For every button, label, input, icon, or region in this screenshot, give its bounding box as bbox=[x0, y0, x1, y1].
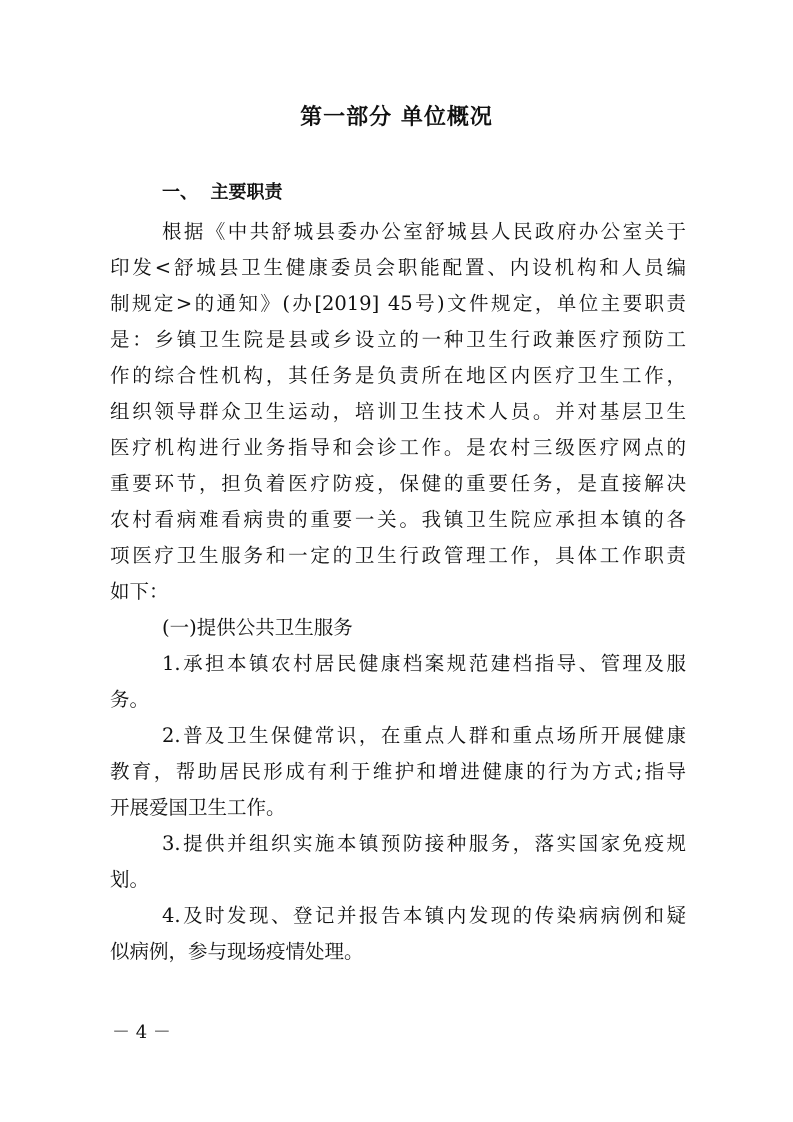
page-title: 第一部分 单位概况 bbox=[300, 105, 493, 130]
section-heading: 一、 主要职责 bbox=[162, 182, 283, 203]
text-line: 医疗机构进行业务指导和会诊工作。是农村三级医疗网点的 bbox=[110, 436, 686, 459]
text-line: 制规定>的通知》(办[2019] 45号)文件规定，单位主要职责 bbox=[110, 292, 686, 315]
text-line: 3.提供并组织实施本镇预防接种服务，落实国家免疫规 bbox=[162, 832, 686, 855]
text-line: 组织领导群众卫生运动，培训卫生技术人员。并对基层卫生 bbox=[110, 400, 686, 423]
text-line: 2.普及卫生保健常识，在重点人群和重点场所开展健康 bbox=[162, 724, 686, 747]
text-line: 作的综合性机构，其任务是负责所在地区内医疗卫生工作， bbox=[110, 364, 686, 387]
text-line: 教育，帮助居民形成有利于维护和增进健康的行为方式;指导 bbox=[110, 760, 686, 783]
text-line: 是：乡镇卫生院是县或乡设立的一种卫生行政兼医疗预防工 bbox=[110, 328, 686, 351]
text-line: 似病例，参与现场疫情处理。 bbox=[110, 940, 364, 963]
text-line: 开展爱国卫生工作。 bbox=[110, 796, 286, 819]
document-body bbox=[110, 214, 686, 970]
text-line: 如下： bbox=[110, 580, 169, 603]
text-line: 项医疗卫生服务和一定的卫生行政管理工作，具体工作职责 bbox=[110, 544, 686, 567]
text-line: 印发<舒城县卫生健康委员会职能配置、内设机构和人员编 bbox=[110, 256, 686, 279]
page-number: － 4 － bbox=[112, 1022, 171, 1043]
text-line: 务。 bbox=[110, 688, 150, 711]
text-line: 根据《中共舒城县委办公室舒城县人民政府办公室关于 bbox=[162, 220, 686, 243]
text-line: 重要环节，担负着医疗防疫，保健的重要任务，是直接解决 bbox=[110, 472, 686, 495]
text-line: 农村看病难看病贵的重要一关。我镇卫生院应承担本镇的各 bbox=[110, 508, 686, 531]
text-line: (一)提供公共卫生服务 bbox=[162, 616, 353, 639]
text-line: 划。 bbox=[110, 868, 150, 891]
text-line: 1.承担本镇农村居民健康档案规范建档指导、管理及服 bbox=[162, 652, 686, 675]
text-line: 4.及时发现、登记并报告本镇内发现的传染病病例和疑 bbox=[162, 904, 686, 927]
